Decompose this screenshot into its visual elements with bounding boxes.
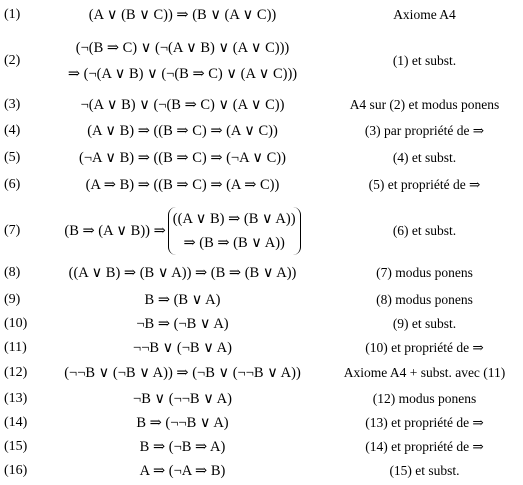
proof-line: [0, 120, 523, 142]
line-formula: [40, 35, 325, 87]
line-justification: (14) et propriété de ⇒: [365, 439, 484, 454]
line-justification: (8) modus ponens: [376, 292, 473, 307]
line-formula: B ⇒ (¬B ⇒ A): [139, 438, 226, 455]
proof-line: [0, 412, 523, 434]
line-formula: (A ∨ (B ∨ C)) ⇒ (B ∨ (A ∨ C)): [88, 6, 277, 23]
line-formula: (A ∨ B) ⇒ ((B ⇒ C) ⇒ (A ∨ C)): [87, 122, 278, 139]
proof-line: [0, 32, 523, 90]
line-number: (14): [4, 415, 28, 430]
formula-prefix: (B ⇒ (A ∨ B)) ⇒: [64, 222, 166, 239]
line-justification: (15) et subst.: [389, 463, 460, 478]
line-number: (1): [4, 7, 21, 22]
line-formula: ¬B ⇒ (¬B ∨ A): [136, 315, 229, 332]
line-number: (5): [4, 150, 21, 165]
proof-line: [0, 262, 523, 284]
line-number: (10): [4, 316, 28, 331]
formula-part: ((A ∨ B) ⇒ (B ∨ A)): [172, 211, 296, 227]
line-formula: (¬¬B ∨ (¬B ∨ A)) ⇒ (¬B ∨ (¬¬B ∨ A)): [64, 364, 301, 381]
line-number: (9): [4, 292, 21, 307]
line-number: (16): [4, 463, 28, 478]
proof-line: [0, 4, 523, 26]
formula-bracket: [168, 207, 301, 255]
line-number: (2): [4, 53, 21, 68]
proof-line: [0, 174, 523, 196]
line-formula: ¬(A ∨ B) ∨ (¬(B ⇒ C) ∨ (A ∨ C)): [80, 96, 285, 113]
line-number: (8): [4, 265, 21, 280]
line-number: (15): [4, 439, 28, 454]
proof-line: [0, 362, 523, 384]
line-number: (3): [4, 97, 21, 112]
line-formula: A ⇒ (¬A ⇒ B): [139, 462, 226, 479]
line-justification: (7) modus ponens: [376, 265, 473, 280]
line-justification: (5) et propriété de ⇒: [368, 177, 481, 192]
proof-line: [0, 94, 523, 116]
line-formula: B ⇒ (B ∨ A): [144, 291, 221, 308]
formula-part: ⇒ (¬(A ∨ B) ∨ (¬(B ⇒ C) ∨ (A ∨ C))): [67, 66, 298, 82]
proof-line: [0, 202, 523, 260]
proof-line: [0, 460, 523, 482]
line-justification: (9) et subst.: [392, 316, 457, 331]
line-justification: A4 sur (2) et modus ponens: [349, 97, 500, 112]
line-justification: (1) et subst.: [392, 53, 457, 68]
line-justification: (10) et propriété de ⇒: [365, 340, 484, 355]
line-number: (12): [4, 365, 28, 380]
line-justification: Axiome A4 + subst. avec (11): [343, 365, 506, 380]
line-number: (7): [4, 223, 21, 238]
proof-line: [0, 337, 523, 359]
line-formula: [40, 207, 325, 255]
line-number: (4): [4, 123, 21, 138]
proof-line: [0, 436, 523, 458]
line-number: (11): [4, 340, 27, 355]
line-formula: ((A ∨ B) ⇒ (B ∨ A)) ⇒ (B ⇒ (B ∨ A)): [68, 264, 297, 281]
proof-line: [0, 388, 523, 410]
line-justification: (13) et propriété de ⇒: [365, 415, 484, 430]
line-justification: (12) modus ponens: [372, 391, 477, 406]
line-justification: (6) et subst.: [392, 223, 457, 238]
line-formula: B ⇒ (¬¬B ∨ A): [136, 414, 229, 431]
proof-line: [0, 147, 523, 169]
proof-line: [0, 313, 523, 335]
line-formula: (A ⇒ B) ⇒ ((B ⇒ C) ⇒ (A ⇒ C)): [85, 176, 280, 193]
line-justification: (3) par propriété de ⇒: [364, 123, 485, 138]
formula-part: (¬(B ⇒ C) ∨ (¬(A ∨ B) ∨ (A ∨ C))): [75, 40, 290, 56]
proof-line: [0, 289, 523, 311]
line-justification: Axiome A4: [393, 7, 456, 22]
line-formula: ¬B ∨ (¬¬B ∨ A): [133, 390, 232, 407]
line-number: (13): [4, 391, 28, 406]
line-formula: ¬¬B ∨ (¬B ∨ A): [133, 339, 232, 356]
line-number: (6): [4, 177, 21, 192]
formula-part: ⇒ (B ⇒ (B ∨ A)): [183, 235, 285, 251]
line-formula: (¬A ∨ B) ⇒ ((B ⇒ C) ⇒ (¬A ∨ C)): [79, 149, 286, 166]
line-justification: (4) et subst.: [392, 150, 457, 165]
